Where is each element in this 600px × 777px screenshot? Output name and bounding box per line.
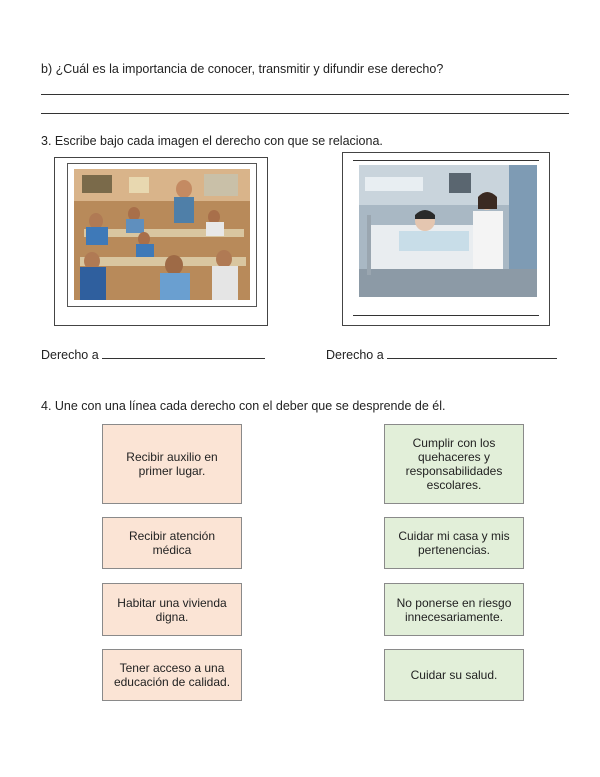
duty-box-3[interactable]: No ponerse en riesgo innecesariamente. [384,583,524,636]
duty-box-4[interactable]: Cuidar su salud. [384,649,524,701]
hospital-image-frame [342,152,550,326]
answer-line-2[interactable] [41,113,569,114]
answer-line-1[interactable] [41,94,569,95]
classroom-illustration [74,169,250,300]
duty-box-1[interactable]: Cumplir con los quehaceres y responsabilidades escolares. [384,424,524,504]
derecho-left [41,346,265,362]
derecho-right-label: Derecho a [326,348,384,362]
right-box-1[interactable]: Recibir auxilio en primer lugar. [102,424,242,504]
question-b: b) ¿Cuál es la importancia de conocer, transmitir y difundir ese derecho? [41,62,444,76]
right-box-4[interactable]: Tener acceso a una educación de calidad. [102,649,242,701]
frame-bottom-line [353,315,539,316]
classroom-photo [74,169,250,300]
duty-box-2[interactable]: Cuidar mi casa y mis pertenencias. [384,517,524,569]
derecho-right [326,346,557,362]
hospital-photo [359,165,537,297]
right-box-2[interactable]: Recibir atención médica [102,517,242,569]
derecho-right-blank[interactable] [387,346,557,359]
frame-top-line [353,160,539,161]
hospital-illustration [359,165,537,297]
derecho-left-blank[interactable] [102,346,265,359]
derecho-left-label: Derecho a [41,348,99,362]
classroom-image-border [67,163,257,307]
right-box-3[interactable]: Habitar una vivienda digna. [102,583,242,636]
question-3: 3. Escribe bajo cada imagen el derecho con que se relaciona. [41,134,383,148]
question-4: 4. Une con una línea cada derecho con el deber que se desprende de él. [41,399,446,413]
classroom-image-frame [54,157,268,326]
